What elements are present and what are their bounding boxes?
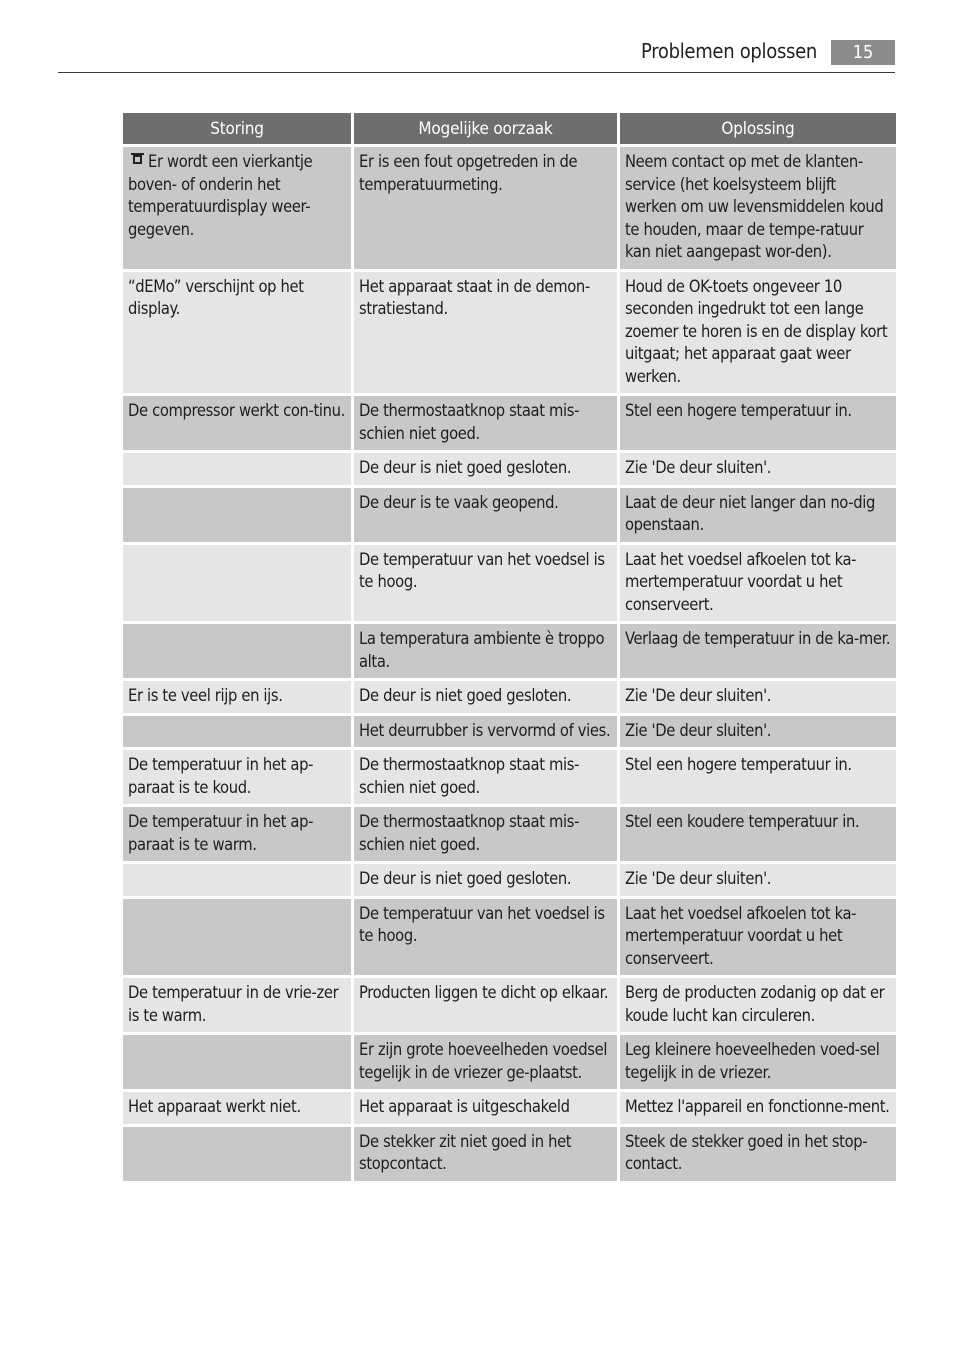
- section-title: Problemen oplossen: [641, 39, 817, 63]
- cell-oorzaak: De deur is niet goed gesloten.: [354, 681, 617, 713]
- cell-oorzaak: Het deurrubber is vervormd of vies.: [354, 716, 617, 748]
- table-row: [123, 1127, 896, 1181]
- troubleshooting-table: [120, 110, 899, 1184]
- table-row: [123, 545, 896, 622]
- cell-oorzaak: Het apparaat is uitgeschakeld: [354, 1092, 617, 1124]
- cell-storing: [123, 396, 351, 450]
- table-row: [123, 147, 896, 269]
- storing-text: De temperatuur in het ap-paraat is te warm.: [128, 812, 314, 854]
- cell-storing: [123, 1127, 351, 1181]
- storing-text: Er is te veel rijp en ijs.: [128, 686, 283, 705]
- cell-storing: [123, 453, 351, 485]
- table-row: [123, 864, 896, 896]
- cell-oorzaak: De stekker zit niet goed in het stopcontact.: [354, 1127, 617, 1181]
- cell-storing: [123, 1035, 351, 1089]
- table-row: [123, 488, 896, 542]
- cell-storing: [123, 1092, 351, 1124]
- cell-oplossing: Stel een hogere temperatuur in.: [620, 750, 896, 804]
- table-header: [123, 113, 896, 144]
- page-number-badge: 15: [831, 40, 895, 65]
- cell-oplossing: Zie 'De deur sluiten'.: [620, 453, 896, 485]
- table-row: [123, 453, 896, 485]
- square-indicator-icon: [133, 155, 142, 164]
- page-header: [58, 38, 895, 73]
- cell-storing: [123, 624, 351, 678]
- cell-oorzaak: De deur is te vaak geopend.: [354, 488, 617, 542]
- table-row: [123, 750, 896, 804]
- cell-storing: [123, 750, 351, 804]
- table-row: [123, 899, 896, 976]
- cell-oorzaak: Het apparaat staat in de demon-stratiestand.: [354, 272, 617, 394]
- storing-text: De temperatuur in het ap-paraat is te koud.: [128, 755, 314, 797]
- table-row: [123, 716, 896, 748]
- cell-storing: [123, 147, 351, 269]
- table-row: [123, 1035, 896, 1089]
- cell-oplossing: Verlaag de temperatuur in de ka-mer.: [620, 624, 896, 678]
- cell-storing: [123, 807, 351, 861]
- cell-storing: [123, 272, 351, 394]
- table-row: [123, 272, 896, 394]
- cell-oplossing: Laat de deur niet langer dan no-dig openstaan.: [620, 488, 896, 542]
- cell-oorzaak: De thermostaatknop staat mis-schien niet goed.: [354, 396, 617, 450]
- table-row: [123, 807, 896, 861]
- table-row: [123, 1092, 896, 1124]
- table-body: [123, 147, 896, 1181]
- cell-oplossing: Neem contact op met de klanten-service (het koelsysteem blijft werken om uw levensmiddelen koud te houden, maar de tempe-ratuur kan niet aangepast wor-den).: [620, 147, 896, 269]
- cell-oplossing: Houd de OK-toets ongeveer 10 seconden ingedrukt tot een lange zoemer te horen is en de display kort uitgaat; het apparaat gaat weer werken.: [620, 272, 896, 394]
- storing-text: Het apparaat werkt niet.: [128, 1097, 301, 1116]
- cell-oplossing: Zie 'De deur sluiten'.: [620, 864, 896, 896]
- cell-oplossing: Laat het voedsel afkoelen tot ka-mertemperatuur voordat u het conserveert.: [620, 899, 896, 976]
- storing-text: De compressor werkt con-tinu.: [128, 401, 345, 420]
- cell-oorzaak: De temperatuur van het voedsel is te hoog.: [354, 545, 617, 622]
- table-row: [123, 624, 896, 678]
- cell-oorzaak: De thermostaatknop staat mis-schien niet goed.: [354, 807, 617, 861]
- cell-oplossing: Steek de stekker goed in het stop-contact.: [620, 1127, 896, 1181]
- cell-storing: [123, 545, 351, 622]
- cell-storing: [123, 978, 351, 1032]
- cell-oorzaak: Producten liggen te dicht op elkaar.: [354, 978, 617, 1032]
- column-header-oplossing: Oplossing: [620, 113, 896, 144]
- table-header-row: [123, 113, 896, 144]
- storing-text: “dEMo” verschijnt op het display.: [128, 276, 304, 318]
- cell-storing: [123, 681, 351, 713]
- column-header-storing: Storing: [123, 113, 351, 144]
- cell-oorzaak: Er is een fout opgetreden in de temperatuurmeting.: [354, 147, 617, 269]
- cell-storing: [123, 899, 351, 976]
- cell-oplossing: Berg de producten zodanig op dat er koude lucht kan circuleren.: [620, 978, 896, 1032]
- cell-oplossing: Laat het voedsel afkoelen tot ka-mertemperatuur voordat u het conserveert.: [620, 545, 896, 622]
- cell-oplossing: Stel een koudere temperatuur in.: [620, 807, 896, 861]
- cell-oplossing: Stel een hogere temperatuur in.: [620, 396, 896, 450]
- cell-storing: [123, 488, 351, 542]
- storing-text: Er wordt een vierkantje boven- of onderin het temperatuurdisplay weer-gegeven.: [128, 152, 313, 239]
- table-row: [123, 978, 896, 1032]
- cell-oplossing: Zie 'De deur sluiten'.: [620, 681, 896, 713]
- cell-oorzaak: De deur is niet goed gesloten.: [354, 864, 617, 896]
- column-header-oorzaak: Mogelijke oorzaak: [354, 113, 617, 144]
- cell-oorzaak: La temperatura ambiente è troppo alta.: [354, 624, 617, 678]
- cell-oorzaak: De temperatuur van het voedsel is te hoog.: [354, 899, 617, 976]
- table-row: [123, 681, 896, 713]
- cell-oplossing: Leg kleinere hoeveelheden voed-sel tegelijk in de vriezer.: [620, 1035, 896, 1089]
- cell-oorzaak: De thermostaatknop staat mis-schien niet goed.: [354, 750, 617, 804]
- cell-oplossing: Zie 'De deur sluiten'.: [620, 716, 896, 748]
- table-row: [123, 396, 896, 450]
- cell-oorzaak: Er zijn grote hoeveelheden voedsel tegelijk in de vriezer ge-plaatst.: [354, 1035, 617, 1089]
- cell-storing: [123, 864, 351, 896]
- cell-oorzaak: De deur is niet goed gesloten.: [354, 453, 617, 485]
- storing-text: De temperatuur in de vrie-zer is te warm.: [128, 983, 339, 1025]
- cell-storing: [123, 716, 351, 748]
- cell-oplossing: Mettez l'appareil en fonctionne-ment.: [620, 1092, 896, 1124]
